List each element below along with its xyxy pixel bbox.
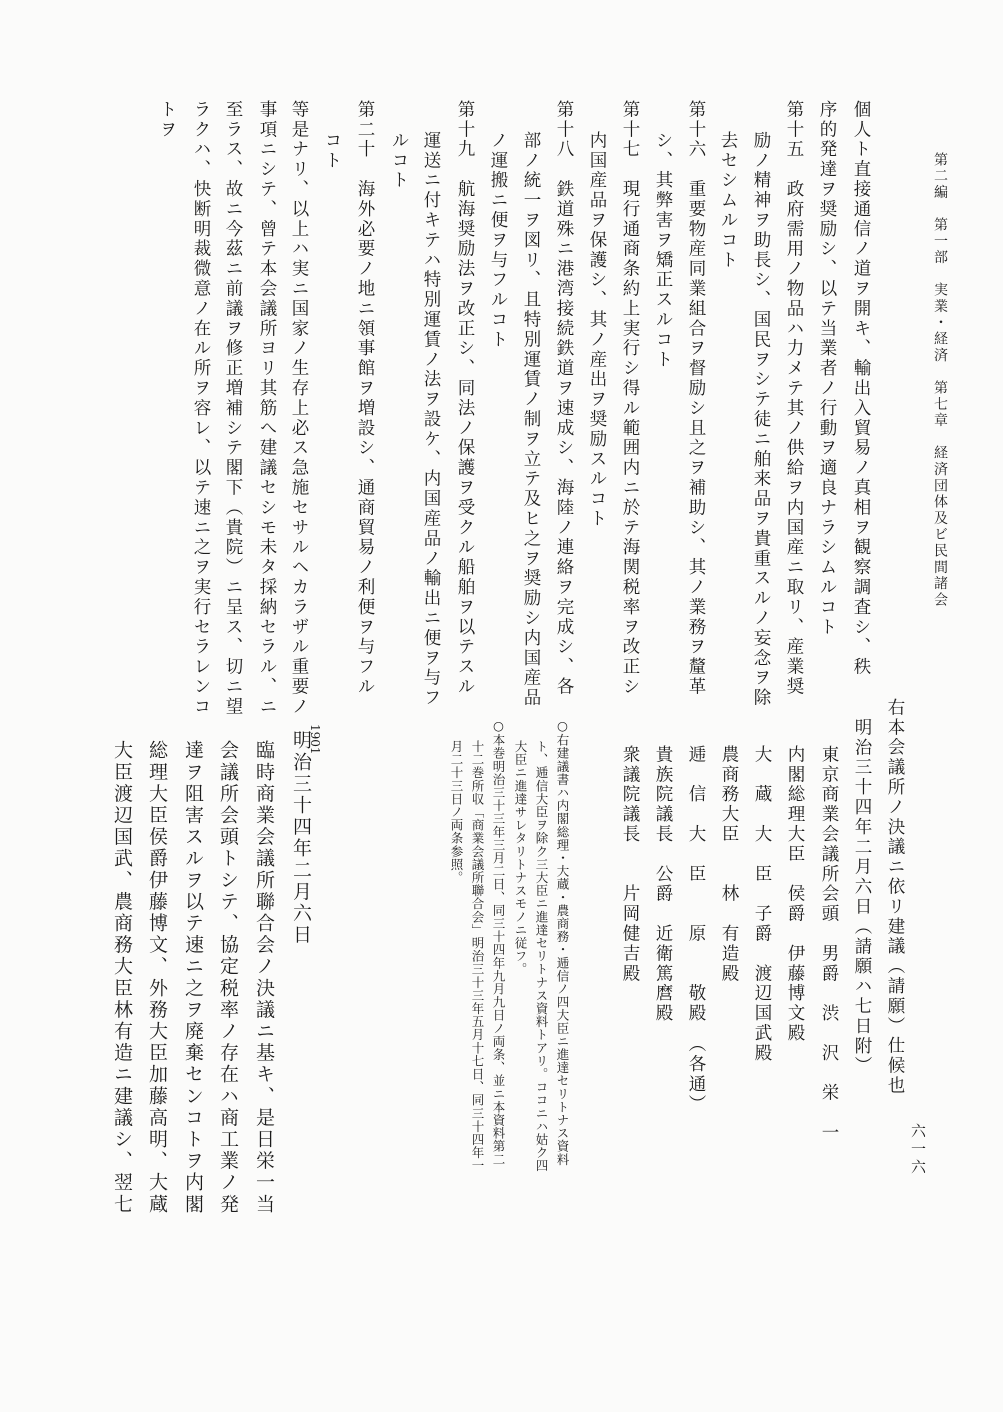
page-number: 六一六 xyxy=(909,1123,927,1177)
upper-text-line: 事項ニシテ、曾テ本会議所ヨリ其筋へ建議セシモ未タ採納セラル、ニ xyxy=(257,100,277,717)
lower-text-line: 大臣ニ進達サレタリトナスモノニ従フ。 xyxy=(513,740,528,976)
lower-text-line: 貴族院議長 公爵 近衛篤麿殿 xyxy=(653,745,673,1024)
upper-text-line: 第十九 航海奨励法ヲ改正シ、同法ノ保護ヲ受クル船舶ヲ以テスル xyxy=(455,100,475,697)
lower-text-line: 右本会議所ノ決議ニ依リ建議（請願）仕候也 xyxy=(885,698,905,1096)
upper-text-line: 至ラス、故ニ今茲ニ前議ヲ修正増補シテ閣下（貴院）ニ呈ス、切ニ望 xyxy=(223,100,243,717)
upper-text-line: ノ運搬ニ便ヲ与フルコト xyxy=(488,131,508,350)
year-marker: 1901 xyxy=(308,724,322,755)
upper-text-line: 内国産品ヲ保護シ、其ノ産出ヲ奨励スルコト xyxy=(587,131,607,529)
upper-text-line: トヲ xyxy=(157,100,177,140)
lower-text-line: 臨時商業会議所聯合会ノ決議ニ基キ、是日栄一当 xyxy=(253,740,275,1216)
upper-text-line: 個人ト直接通信ノ道ヲ開キ、輸出入貿易ノ真相ヲ観察調査シ、秩 xyxy=(851,100,871,678)
upper-text-line: 第十五 政府需用ノ物品ハ力メテ其ノ供給ヲ内国産ニ取リ、産業奨 xyxy=(784,100,804,697)
lower-text-line: 農商務大臣 林 有造殿 xyxy=(719,745,739,984)
lower-text-line: 総理大臣侯爵伊藤博文、外務大臣加藤高明、大蔵 xyxy=(146,740,168,1216)
upper-text-line: コト xyxy=(322,131,342,171)
upper-text-line: 第十八 鉄道殊ニ港湾接続鉄道ヲ速成シ、海陸ノ連絡ヲ完成シ、各 xyxy=(554,100,574,697)
upper-text-line: 部ノ統一ヲ図リ、且特別運賃ノ制ヲ立テ及ヒ之ヲ奨励シ内国産品 xyxy=(521,131,541,709)
running-head: 第二編 第一部 実業・経済 第七章 経済団体及ビ民間諸会 xyxy=(932,152,948,609)
lower-text-line: 東京商業会議所会頭 男爵 渋 沢 栄 一 xyxy=(819,745,839,1143)
lower-text-line: 会議所会頭トシテ、協定税率ノ存在ハ商工業ノ発 xyxy=(217,740,239,1216)
lower-text-line: 大 蔵 大 臣 子爵 渡辺国武殿 xyxy=(752,745,772,1064)
lower-text-line: 明治三十四年二月六日 xyxy=(290,730,312,946)
upper-text-line: 第二十 海外必要ノ地ニ領事館ヲ増設シ、通商貿易ノ利便ヲ与フル xyxy=(355,100,375,697)
upper-text-line: シ、其弊害ヲ矯正スルコト xyxy=(653,131,673,370)
lower-text-line: 逓 信 大 臣 原 敬殿 （各通） xyxy=(686,745,706,1115)
lower-text-line: 内閣総理大臣 侯爵 伊藤博文殿 xyxy=(785,745,805,1044)
lower-text-line: ト、逓信大臣ヲ除ク三大臣ニ進達セリトナス資料トアリ。ココニハ姑ク四 xyxy=(534,740,549,1173)
upper-text-line: 等是ナリ、以上ハ実ニ国家ノ生存上必ス急施セサルヘカラザル重要ノ xyxy=(289,100,309,717)
lower-text-line: 大臣渡辺国武、農商務大臣林有造ニ建議シ、翌七 xyxy=(111,740,133,1216)
lower-text-line: 月二十三日ノ両条参照。 xyxy=(449,740,464,885)
lower-text-line: ○右建議書ハ内閣総理・大蔵・農商務・逓信ノ四大臣ニ進達セリトナス資料 xyxy=(555,718,570,1166)
lower-text-line: 衆議院議長 片岡健吉殿 xyxy=(620,745,640,984)
lower-text-line: 明治三十四年二月六日（請願ハ七日附） xyxy=(852,718,872,1077)
lower-text-line: ○本巻明治三十三年三月二日、同三十四年九月九日ノ両条、並ニ本資料第二 xyxy=(491,718,506,1166)
lower-text-line: 十二巻所収「商業会議所聯合会」明治三十三年五月十七日、同三十四年一 xyxy=(470,740,485,1173)
upper-text-line: ルコト xyxy=(389,131,409,191)
upper-text-line: 序的発達ヲ奨励シ、以テ当業者ノ行動ヲ適良ナラシムルコト xyxy=(817,100,837,638)
upper-text-line: 運送ニ付キテハ特別運賃ノ法ヲ設ケ、内国産品ノ輸出ニ便ヲ与フ xyxy=(421,131,441,709)
upper-text-line: 第十六 重要物産同業組合ヲ督励シ且之ヲ補助シ、其ノ業務ヲ釐革 xyxy=(686,100,706,697)
lower-text-line: 達ヲ阻害スルヲ以テ速ニ之ヲ廃棄センコトヲ内閣 xyxy=(182,740,204,1216)
upper-text-line: 励ノ精神ヲ助長シ、国民ヲシテ徒ニ舶来品ヲ貴重スルノ妄念ヲ除 xyxy=(751,131,771,709)
upper-text-line: ラクハ、快断明裁微意ノ在ル所ヲ容レ、以テ速ニ之ヲ実行セラレンコ xyxy=(191,100,211,717)
upper-text-line: 第十七 現行通商条約上実行シ得ル範囲内ニ於テ海関税率ヲ改正シ xyxy=(620,100,640,697)
upper-text-line: 去セシムルコト xyxy=(718,131,738,271)
